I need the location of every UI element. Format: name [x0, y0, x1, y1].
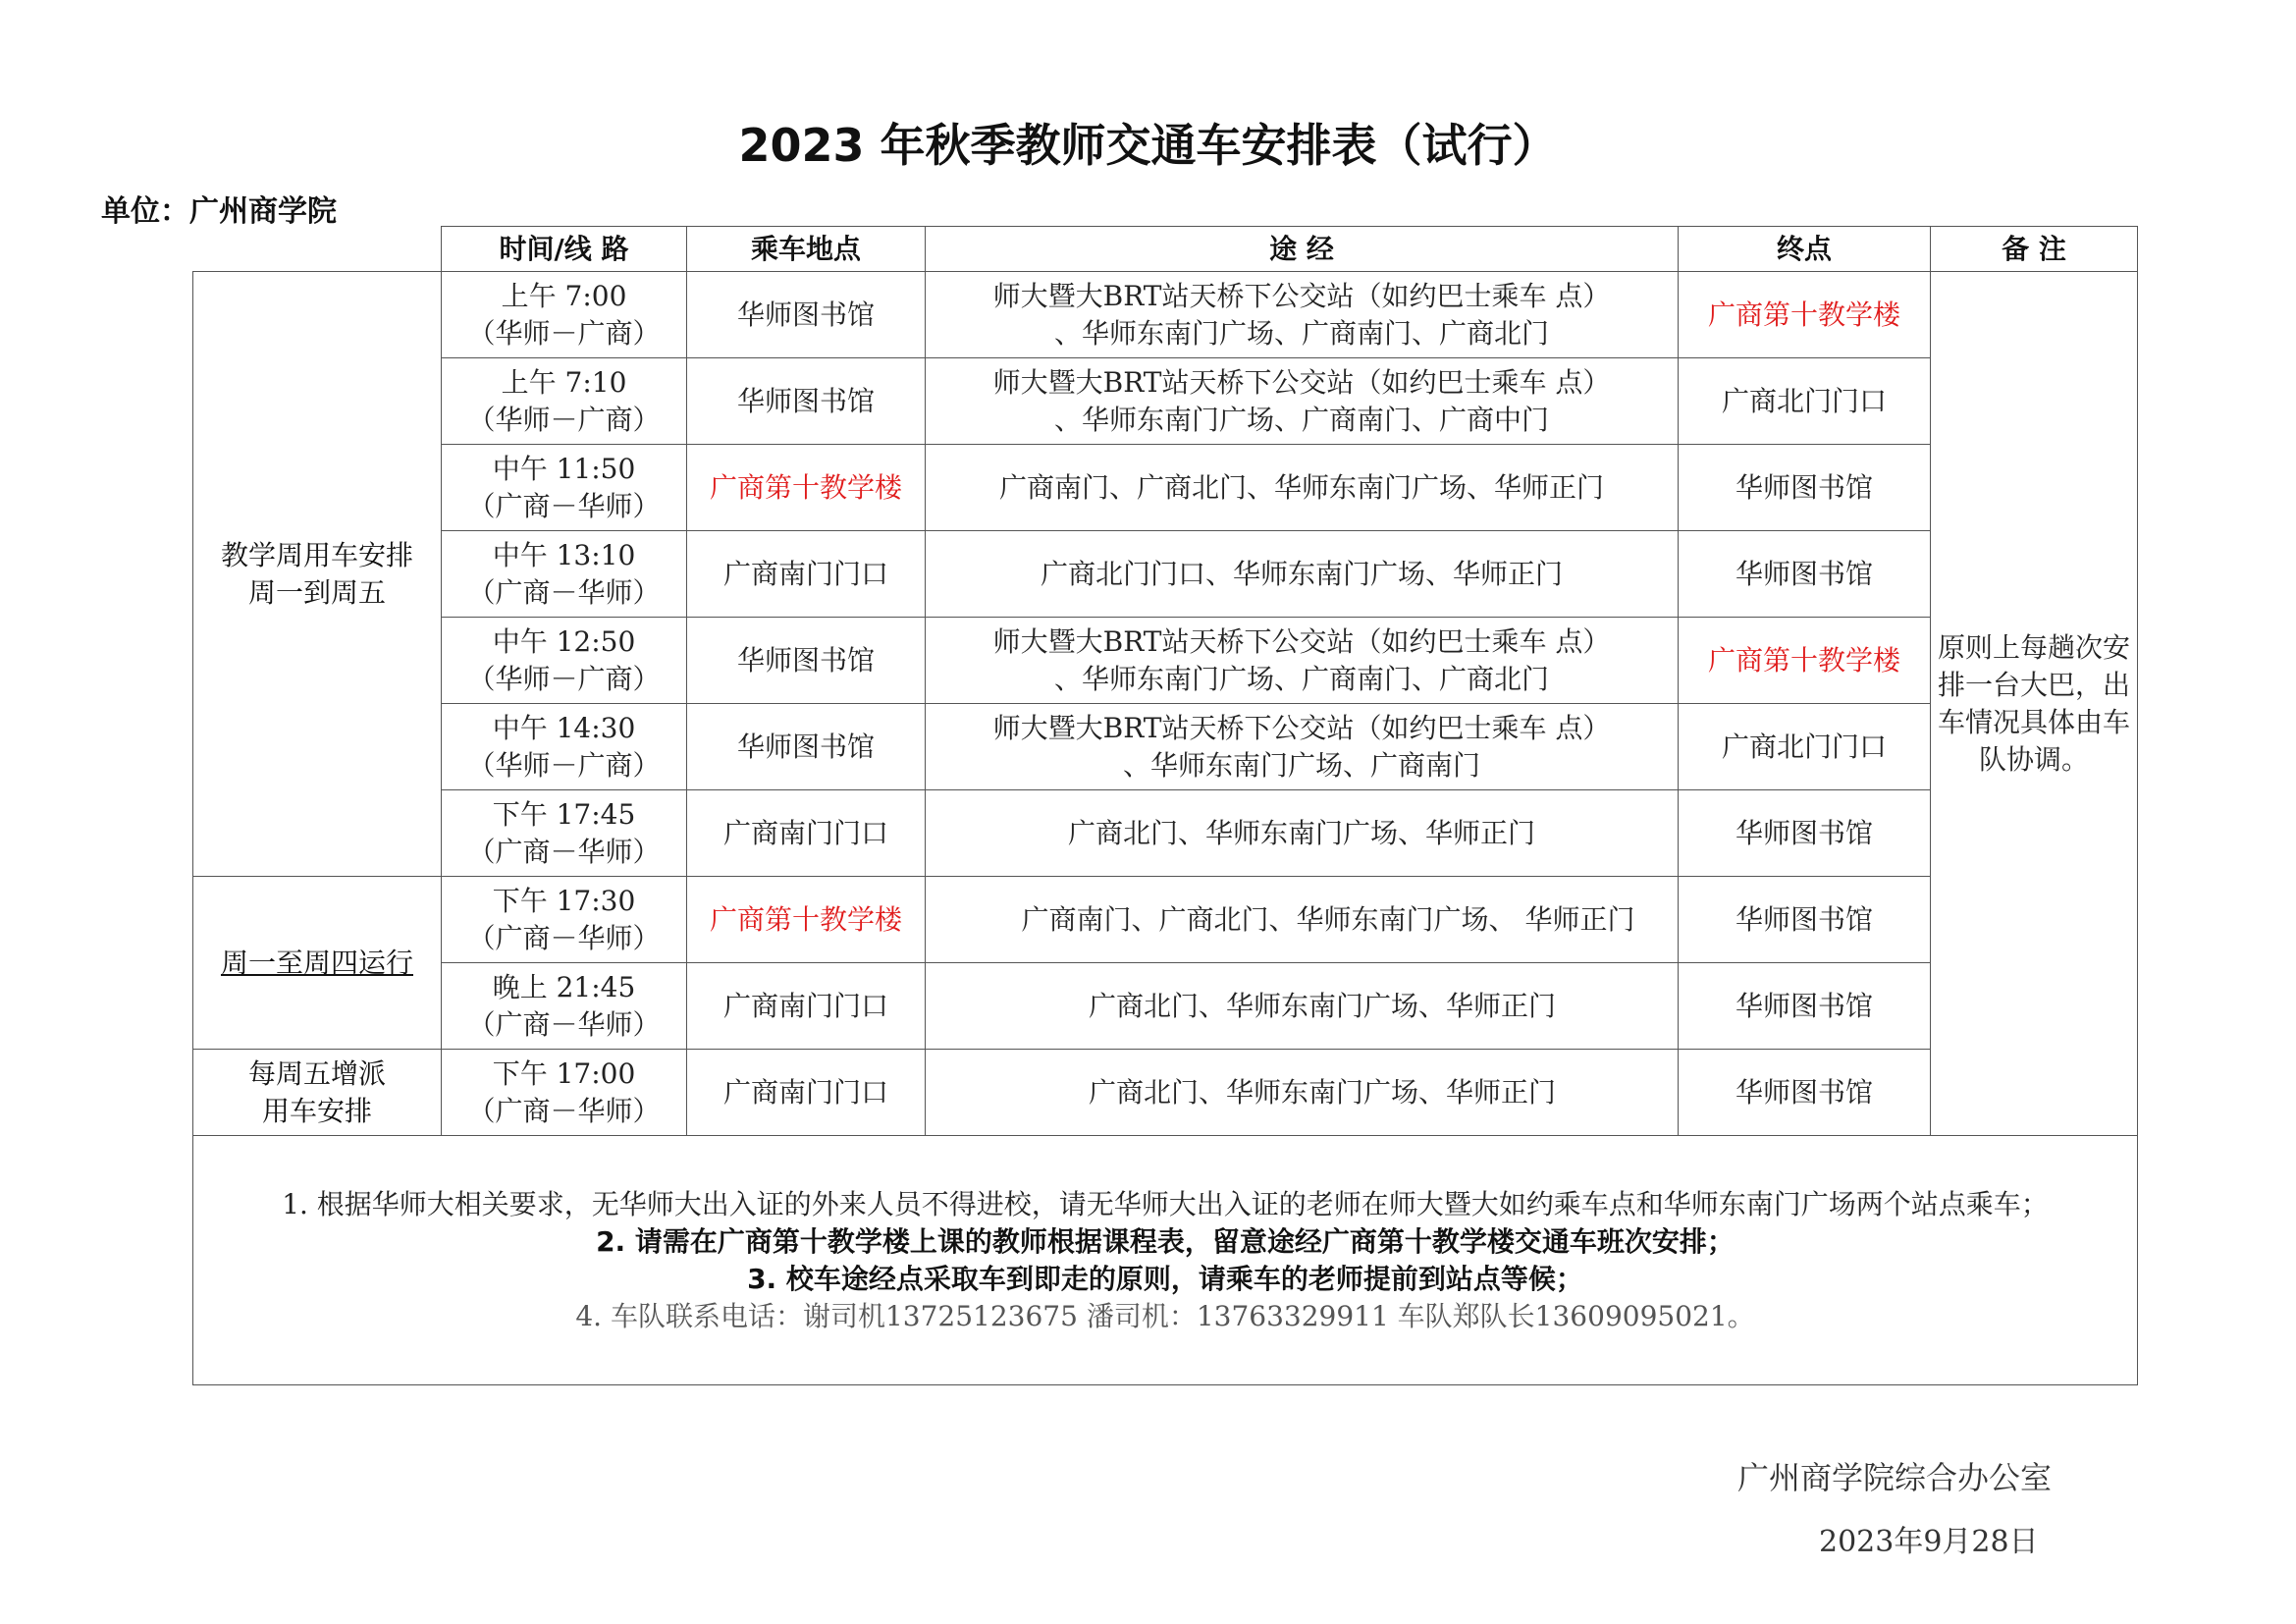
table-row	[193, 1050, 2138, 1136]
time-cell: 晚上 21:45 （广商－华师）	[442, 963, 687, 1050]
route-cell: 广商北门、华师东南门广场、华师正门	[926, 963, 1679, 1050]
note-4: 4. 车队联系电话：谢司机13725123675 潘司机：13763329911 车队郑队长13609095021。	[575, 1299, 1755, 1332]
time-cell: 上午 7:10 （华师－广商）	[442, 358, 687, 445]
pickup-cell: 华师图书馆	[687, 358, 926, 445]
category-weekday: 教学周用车安排 周一到周五	[193, 272, 442, 877]
end-cell: 华师图书馆	[1679, 877, 1931, 963]
header-remark: 备 注	[1931, 227, 2138, 272]
table-row	[193, 445, 2138, 531]
unit-label: 单位：广州商学院	[101, 194, 337, 229]
schedule-table	[192, 226, 2138, 1385]
route-cell: 广商南门、广商北门、华师东南门广场、华师正门	[926, 445, 1679, 531]
pickup-cell: 广商南门门口	[687, 790, 926, 877]
end-cell: 华师图书馆	[1679, 1050, 1931, 1136]
note-1: 1. 根据华师大相关要求，无华师大出入证的外来人员不得进校，请无华师大出入证的老师在师大暨大如约乘车点和华师东南门广场两个站点乘车；	[282, 1187, 2049, 1220]
route-cell: 广商北门、华师东南门广场、华师正门	[926, 1050, 1679, 1136]
header-pickup: 乘车地点	[687, 227, 926, 272]
time-cell: 中午 11:50 （广商－华师）	[442, 445, 687, 531]
pickup-cell: 广商南门门口	[687, 1050, 926, 1136]
time-cell: 中午 13:10 （广商－华师）	[442, 531, 687, 618]
route-cell: 广商北门门口、华师东南门广场、华师正门	[926, 531, 1679, 618]
header-end: 终点	[1679, 227, 1931, 272]
route-cell: 师大暨大BRT站天桥下公交站（如约巴士乘车 点） 、华师东南门广场、广商南门、广商北门	[926, 272, 1679, 358]
end-cell: 华师图书馆	[1679, 531, 1931, 618]
pickup-cell: 广商第十教学楼	[687, 445, 926, 531]
end-cell: 华师图书馆	[1679, 790, 1931, 877]
end-cell: 广商北门门口	[1679, 358, 1931, 445]
route-cell: 师大暨大BRT站天桥下公交站（如约巴士乘车 点） 、华师东南门广场、广商南门、广商北门	[926, 618, 1679, 704]
notes-row	[193, 1136, 2138, 1385]
route-cell: 广商南门、广商北门、华师东南门广场、 华师正门	[926, 877, 1679, 963]
pickup-cell: 华师图书馆	[687, 704, 926, 790]
notes-cell	[193, 1136, 2138, 1385]
table-row	[193, 704, 2138, 790]
remark-cell: 原则上每趟次安排一台大巴，出车情况具体由车队协调。	[1931, 272, 2138, 1136]
document-title: 2023 年秋季教师交通车安排表（试行）	[738, 119, 1558, 172]
end-cell: 广商第十教学楼	[1679, 272, 1931, 358]
pickup-cell: 华师图书馆	[687, 272, 926, 358]
table-row	[193, 963, 2138, 1050]
pickup-cell: 广商南门门口	[687, 531, 926, 618]
time-cell: 下午 17:30 （广商－华师）	[442, 877, 687, 963]
end-cell: 华师图书馆	[1679, 963, 1931, 1050]
route-cell: 师大暨大BRT站天桥下公交站（如约巴士乘车 点） 、华师东南门广场、广商南门	[926, 704, 1679, 790]
time-cell: 中午 14:30 （华师－广商）	[442, 704, 687, 790]
route-cell: 师大暨大BRT站天桥下公交站（如约巴士乘车 点） 、华师东南门广场、广商南门、广商中门	[926, 358, 1679, 445]
table-row	[193, 877, 2138, 963]
category-friday: 每周五增派 用车安排	[193, 1050, 442, 1136]
pickup-cell: 广商南门门口	[687, 963, 926, 1050]
end-cell: 广商第十教学楼	[1679, 618, 1931, 704]
time-cell: 上午 7:00 （华师－广商）	[442, 272, 687, 358]
end-cell: 广商北门门口	[1679, 704, 1931, 790]
table-row	[193, 531, 2138, 618]
time-cell: 下午 17:45 （广商－华师）	[442, 790, 687, 877]
end-cell: 华师图书馆	[1679, 445, 1931, 531]
route-cell: 广商北门、华师东南门广场、华师正门	[926, 790, 1679, 877]
header-blank	[193, 227, 442, 272]
table-row	[193, 790, 2138, 877]
table-row	[193, 358, 2138, 445]
note-2: 2. 请需在广商第十教学楼上课的教师根据课程表，留意途经广商第十教学楼交通车班次安排；	[596, 1224, 1735, 1258]
time-cell: 下午 17:00 （广商－华师）	[442, 1050, 687, 1136]
issue-date: 2023年9月28日	[1819, 1525, 2039, 1559]
pickup-cell: 广商第十教学楼	[687, 877, 926, 963]
issuing-office: 广州商学院综合办公室	[1737, 1459, 2053, 1496]
header-route: 途 经	[926, 227, 1679, 272]
note-3: 3. 校车途经点采取车到即走的原则，请乘车的老师提前到站点等候；	[747, 1262, 1583, 1295]
table-row	[193, 272, 2138, 358]
header-row	[193, 227, 2138, 272]
time-cell: 中午 12:50 （华师－广商）	[442, 618, 687, 704]
table-row	[193, 618, 2138, 704]
pickup-cell: 华师图书馆	[687, 618, 926, 704]
category-mon-thu: 周一至周四运行	[193, 877, 442, 1050]
header-time: 时间/线 路	[442, 227, 687, 272]
